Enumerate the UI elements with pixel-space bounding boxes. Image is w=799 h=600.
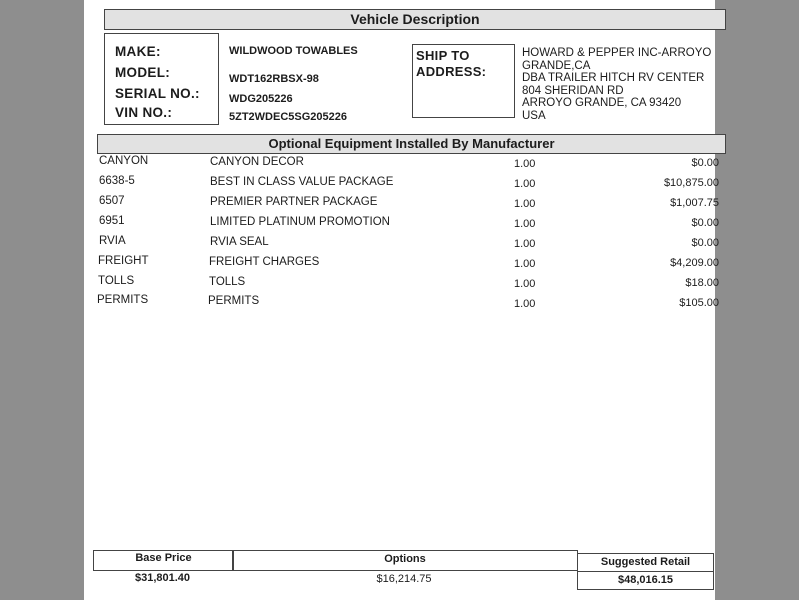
window-sticker-document (84, 0, 719, 600)
suggested-retail-value: $48,016.15 (617, 574, 674, 586)
option-price: $0.00 (691, 217, 719, 229)
option-price: $0.00 (691, 237, 719, 249)
option-code: TOLLS (98, 275, 135, 287)
option-code: FREIGHT (98, 255, 149, 267)
option-code: CANYON (99, 155, 149, 167)
option-price: $1,007.75 (670, 197, 719, 209)
base-price-label: Base Price (135, 552, 192, 564)
option-qty: 1.00 (514, 198, 536, 210)
option-description: BEST IN CLASS VALUE PACKAGE (210, 176, 394, 188)
address-line: 804 SHERIDAN RD (522, 84, 624, 97)
option-qty: 1.00 (514, 238, 536, 250)
option-code: PERMITS (97, 294, 149, 306)
optional-equipment-title: Optional Equipment Installed By Manufacturer (268, 136, 555, 151)
vin-value: 5ZT2WDEC5SG205226 (229, 111, 347, 123)
option-description: LIMITED PLATINUM PROMOTION (210, 216, 390, 228)
ship-to-label: SHIP TO (416, 48, 470, 63)
option-price: $18.00 (685, 277, 719, 289)
option-price: $4,209.00 (670, 257, 719, 269)
address-line: USA (522, 109, 546, 122)
vehicle-description-header (104, 9, 726, 30)
address-line: ARROYO GRANDE, CA 93420 (522, 97, 682, 109)
address-line: GRANDE,CA (522, 59, 591, 72)
address-line: HOWARD & PEPPER INC-ARROYO (522, 47, 712, 59)
option-qty: 1.00 (514, 258, 536, 270)
option-code: 6507 (99, 195, 125, 207)
option-price: $105.00 (679, 297, 719, 309)
suggested-retail-header-box (577, 553, 714, 572)
option-code: 6951 (99, 215, 125, 227)
option-code: 6638-5 (99, 175, 135, 187)
option-description: FREIGHT CHARGES (209, 256, 320, 268)
vin-label: VIN NO.: (115, 105, 173, 120)
model-label: MODEL: (115, 65, 171, 80)
option-qty: 1.00 (514, 178, 536, 190)
options-header-box (232, 550, 578, 571)
base-price-value: $31,801.40 (134, 572, 191, 584)
option-qty: 1.00 (514, 158, 536, 170)
address-label: ADDRESS: (416, 64, 487, 79)
serial-value: WDG205226 (229, 93, 293, 105)
serial-label: SERIAL NO.: (115, 86, 200, 101)
options-label: Options (384, 553, 426, 565)
ship-to-address (522, 47, 722, 122)
optional-equipment-header (97, 134, 726, 154)
option-qty: 1.00 (514, 218, 536, 230)
suggested-retail-label: Suggested Retail (600, 556, 691, 568)
make-label: MAKE: (115, 44, 161, 59)
option-description: TOLLS (209, 276, 246, 288)
vehicle-description-title: Vehicle Description (350, 11, 480, 27)
option-description: CANYON DECOR (210, 156, 304, 168)
option-qty: 1.00 (514, 278, 536, 290)
option-price: $10,875.00 (663, 177, 719, 189)
option-code: RVIA (99, 235, 126, 247)
address-line: DBA TRAILER HITCH RV CENTER (522, 72, 705, 84)
suggested-retail-value-box (577, 571, 714, 590)
option-description: PREMIER PARTNER PACKAGE (210, 196, 378, 208)
option-description: RVIA SEAL (210, 236, 269, 248)
option-price: $0.00 (691, 157, 719, 169)
model-value: WDT162RBSX-98 (229, 73, 319, 85)
option-description: PERMITS (208, 295, 260, 307)
option-qty: 1.00 (514, 298, 536, 310)
make-value: WILDWOOD TOWABLES (229, 45, 358, 57)
base-price-header-box (93, 550, 234, 571)
options-value: $16,214.75 (376, 573, 432, 585)
